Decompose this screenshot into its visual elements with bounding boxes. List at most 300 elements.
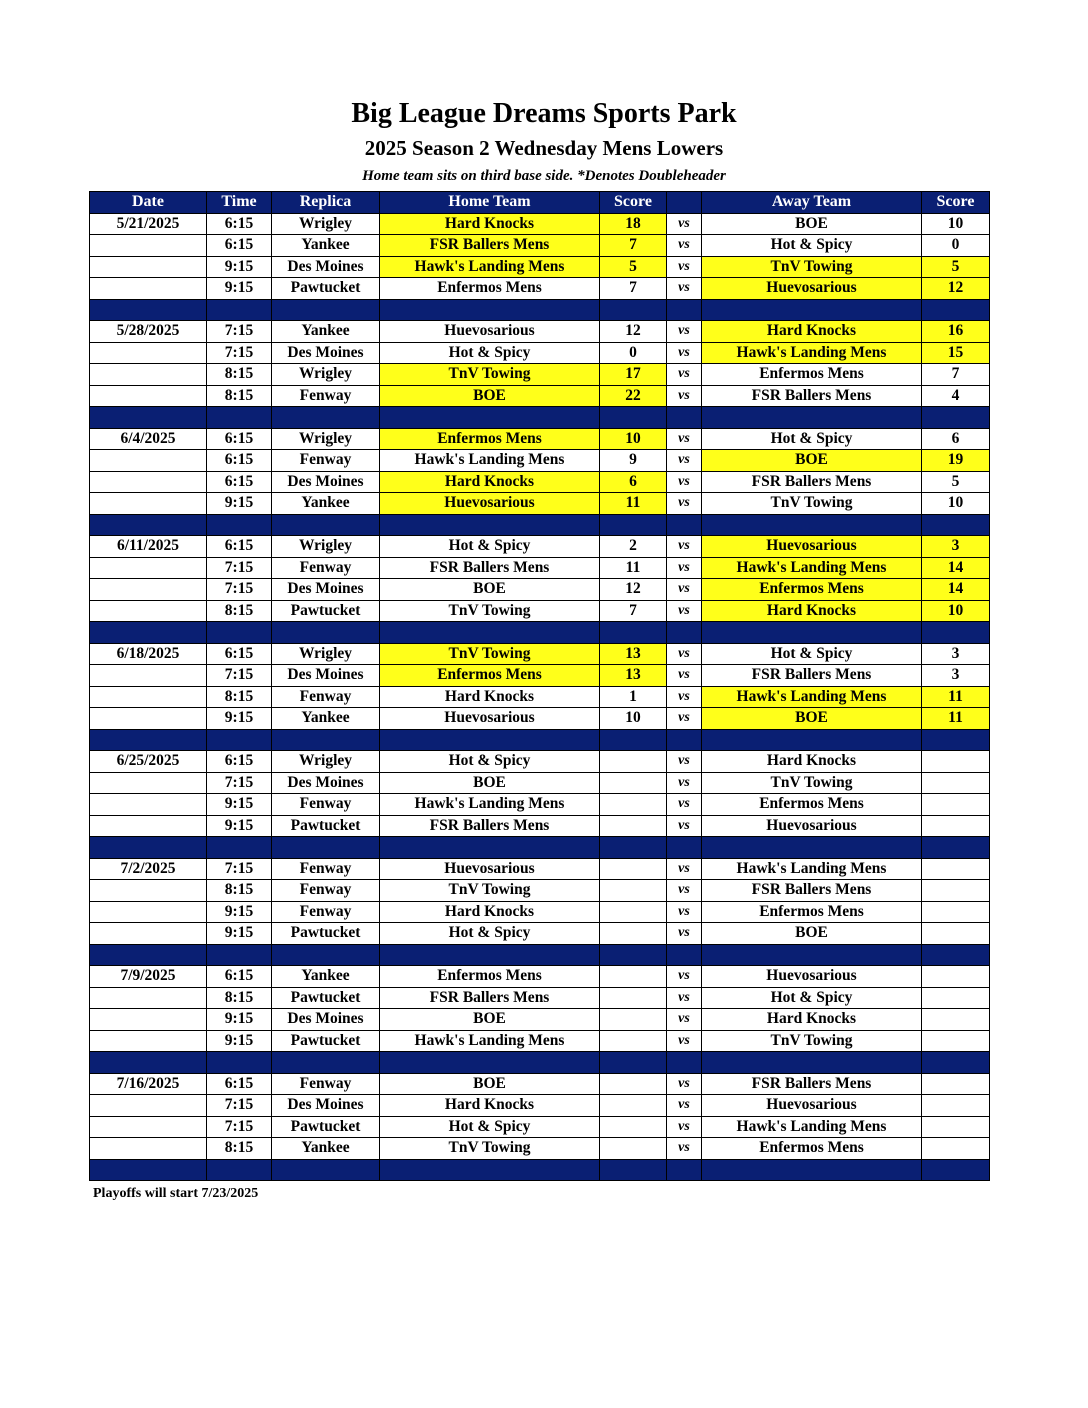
home-team-cell: TnV Towing [380, 1138, 600, 1160]
table-row [90, 1073, 990, 1095]
time-cell: 8:15 [207, 880, 272, 902]
replica-field-cell: Wrigley [272, 536, 380, 558]
home-score-cell: 12 [600, 579, 667, 601]
page-title: Big League Dreams Sports Park [351, 98, 737, 129]
separator-cell [90, 944, 207, 966]
vs-cell: vs [667, 1116, 702, 1138]
time-cell: 6:15 [207, 751, 272, 773]
table-row [90, 794, 990, 816]
away-score-cell [922, 858, 990, 880]
home-team-cell: Enfermos Mens [380, 665, 600, 687]
table-row [90, 966, 990, 988]
time-cell: 9:15 [207, 815, 272, 837]
vs-cell: vs [667, 751, 702, 773]
away-score-cell [922, 1030, 990, 1052]
away-team-cell: Hawk's Landing Mens [702, 1116, 922, 1138]
replica-field-cell: Fenway [272, 1073, 380, 1095]
replica-field-cell: Pawtucket [272, 815, 380, 837]
date-cell [90, 880, 207, 902]
replica-field-cell: Des Moines [272, 579, 380, 601]
away-score-cell: 5 [922, 471, 990, 493]
date-cell [90, 364, 207, 386]
footer-note: Playoffs will start 7/23/2025 [93, 1186, 259, 1201]
home-score-cell [600, 987, 667, 1009]
time-cell: 7:15 [207, 1095, 272, 1117]
time-cell: 9:15 [207, 923, 272, 945]
date-cell [90, 385, 207, 407]
away-score-cell: 10 [922, 493, 990, 515]
vs-cell: vs [667, 772, 702, 794]
replica-field-cell: Fenway [272, 450, 380, 472]
away-score-cell: 0 [922, 235, 990, 257]
separator-cell [600, 729, 667, 751]
away-score-cell: 10 [922, 600, 990, 622]
away-team-cell: Enfermos Mens [702, 364, 922, 386]
away-team-cell: Enfermos Mens [702, 794, 922, 816]
away-team-cell: Hawk's Landing Mens [702, 686, 922, 708]
home-team-cell: FSR Ballers Mens [380, 235, 600, 257]
date-cell [90, 987, 207, 1009]
time-cell: 6:15 [207, 450, 272, 472]
vs-cell: vs [667, 385, 702, 407]
separator-cell [702, 514, 922, 536]
col-header-time: Time [207, 192, 272, 214]
away-team-cell: Hot & Spicy [702, 428, 922, 450]
away-score-cell [922, 880, 990, 902]
vs-cell: vs [667, 342, 702, 364]
away-score-cell: 5 [922, 256, 990, 278]
home-score-cell [600, 1073, 667, 1095]
home-score-cell [600, 1095, 667, 1117]
separator-cell [272, 622, 380, 644]
away-score-cell: 12 [922, 278, 990, 300]
vs-cell: vs [667, 600, 702, 622]
time-cell: 9:15 [207, 1009, 272, 1031]
date-cell [90, 815, 207, 837]
home-team-cell: TnV Towing [380, 643, 600, 665]
date-cell: 7/16/2025 [90, 1073, 207, 1095]
home-score-cell [600, 858, 667, 880]
replica-field-cell: Yankee [272, 321, 380, 343]
home-score-cell: 22 [600, 385, 667, 407]
separator-cell [600, 1052, 667, 1074]
home-score-cell [600, 1138, 667, 1160]
vs-cell: vs [667, 1138, 702, 1160]
home-team-cell: Huevosarious [380, 321, 600, 343]
home-score-cell: 9 [600, 450, 667, 472]
home-team-cell: Hard Knocks [380, 686, 600, 708]
home-team-cell: Enfermos Mens [380, 966, 600, 988]
away-score-cell [922, 1073, 990, 1095]
separator-cell [667, 622, 702, 644]
replica-field-cell: Wrigley [272, 643, 380, 665]
away-team-cell: TnV Towing [702, 493, 922, 515]
table-row [90, 901, 990, 923]
schedule-note: Home team sits on third base side. *Denotes Doubleheader [362, 168, 726, 184]
date-cell: 6/4/2025 [90, 428, 207, 450]
date-cell [90, 493, 207, 515]
date-cell [90, 1009, 207, 1031]
home-score-cell [600, 901, 667, 923]
away-team-cell: FSR Ballers Mens [702, 1073, 922, 1095]
away-team-cell: TnV Towing [702, 256, 922, 278]
home-team-cell: FSR Ballers Mens [380, 815, 600, 837]
away-score-cell: 14 [922, 579, 990, 601]
away-score-cell [922, 1138, 990, 1160]
vs-cell: vs [667, 1030, 702, 1052]
home-score-cell [600, 880, 667, 902]
col-header-home-score: Score [600, 192, 667, 214]
table-row [90, 1095, 990, 1117]
separator-cell [272, 837, 380, 859]
away-team-cell: Hard Knocks [702, 751, 922, 773]
table-row [90, 858, 990, 880]
time-cell: 6:15 [207, 235, 272, 257]
time-cell: 9:15 [207, 794, 272, 816]
separator-cell [922, 1052, 990, 1074]
separator-cell [90, 514, 207, 536]
away-score-cell: 4 [922, 385, 990, 407]
home-score-cell: 6 [600, 471, 667, 493]
away-team-cell: TnV Towing [702, 772, 922, 794]
home-score-cell: 10 [600, 708, 667, 730]
vs-cell: vs [667, 815, 702, 837]
away-team-cell: BOE [702, 923, 922, 945]
vs-cell: vs [667, 858, 702, 880]
separator-cell [667, 299, 702, 321]
table-row [90, 364, 990, 386]
home-team-cell: FSR Ballers Mens [380, 557, 600, 579]
time-cell: 7:15 [207, 321, 272, 343]
away-score-cell [922, 1095, 990, 1117]
vs-cell: vs [667, 536, 702, 558]
time-cell: 6:15 [207, 213, 272, 235]
week-separator-row [90, 407, 990, 429]
home-score-cell: 5 [600, 256, 667, 278]
vs-cell: vs [667, 1009, 702, 1031]
home-team-cell: TnV Towing [380, 600, 600, 622]
away-score-cell: 6 [922, 428, 990, 450]
home-score-cell: 0 [600, 342, 667, 364]
away-team-cell: Hard Knocks [702, 321, 922, 343]
vs-cell: vs [667, 966, 702, 988]
table-row [90, 923, 990, 945]
replica-field-cell: Pawtucket [272, 923, 380, 945]
date-cell [90, 471, 207, 493]
time-cell: 8:15 [207, 987, 272, 1009]
away-team-cell: Hawk's Landing Mens [702, 557, 922, 579]
away-team-cell: Huevosarious [702, 966, 922, 988]
home-score-cell: 11 [600, 557, 667, 579]
separator-cell [207, 1052, 272, 1074]
home-score-cell [600, 815, 667, 837]
replica-field-cell: Wrigley [272, 213, 380, 235]
separator-cell [922, 514, 990, 536]
table-row [90, 1009, 990, 1031]
separator-cell [702, 729, 922, 751]
schedule-table [89, 191, 990, 1181]
separator-cell [90, 622, 207, 644]
col-header-replica: Replica [272, 192, 380, 214]
vs-cell: vs [667, 493, 702, 515]
table-row [90, 1138, 990, 1160]
separator-cell [207, 837, 272, 859]
separator-cell [600, 837, 667, 859]
home-score-cell: 13 [600, 643, 667, 665]
away-team-cell: Hot & Spicy [702, 643, 922, 665]
vs-cell: vs [667, 1095, 702, 1117]
date-cell [90, 342, 207, 364]
home-score-cell: 7 [600, 235, 667, 257]
separator-cell [600, 299, 667, 321]
away-team-cell: TnV Towing [702, 1030, 922, 1052]
separator-cell [207, 299, 272, 321]
separator-cell [667, 1159, 702, 1181]
vs-cell: vs [667, 364, 702, 386]
separator-cell [380, 514, 600, 536]
separator-cell [380, 944, 600, 966]
replica-field-cell: Fenway [272, 901, 380, 923]
date-cell [90, 256, 207, 278]
vs-cell: vs [667, 1073, 702, 1095]
week-separator-row [90, 299, 990, 321]
table-row [90, 321, 990, 343]
away-score-cell [922, 901, 990, 923]
replica-field-cell: Pawtucket [272, 600, 380, 622]
time-cell: 6:15 [207, 643, 272, 665]
date-cell [90, 901, 207, 923]
away-score-cell [922, 772, 990, 794]
time-cell: 8:15 [207, 686, 272, 708]
replica-field-cell: Fenway [272, 794, 380, 816]
away-score-cell: 3 [922, 643, 990, 665]
away-score-cell [922, 987, 990, 1009]
home-team-cell: BOE [380, 772, 600, 794]
away-team-cell: Hard Knocks [702, 600, 922, 622]
date-cell [90, 923, 207, 945]
vs-cell: vs [667, 321, 702, 343]
time-cell: 7:15 [207, 858, 272, 880]
home-team-cell: Hot & Spicy [380, 751, 600, 773]
separator-cell [702, 299, 922, 321]
time-cell: 6:15 [207, 536, 272, 558]
away-score-cell [922, 1116, 990, 1138]
separator-cell [702, 622, 922, 644]
home-score-cell: 1 [600, 686, 667, 708]
date-cell [90, 772, 207, 794]
date-cell: 7/2/2025 [90, 858, 207, 880]
away-score-cell: 14 [922, 557, 990, 579]
home-team-cell: Hawk's Landing Mens [380, 450, 600, 472]
vs-cell: vs [667, 450, 702, 472]
table-row [90, 600, 990, 622]
away-team-cell: BOE [702, 450, 922, 472]
replica-field-cell: Fenway [272, 858, 380, 880]
date-cell: 6/11/2025 [90, 536, 207, 558]
away-team-cell: BOE [702, 213, 922, 235]
table-row [90, 493, 990, 515]
separator-cell [272, 299, 380, 321]
home-score-cell [600, 923, 667, 945]
home-team-cell: TnV Towing [380, 364, 600, 386]
home-score-cell [600, 772, 667, 794]
away-score-cell: 3 [922, 536, 990, 558]
home-score-cell: 7 [600, 600, 667, 622]
replica-field-cell: Des Moines [272, 1095, 380, 1117]
separator-cell [667, 729, 702, 751]
table-row [90, 557, 990, 579]
home-team-cell: Hard Knocks [380, 471, 600, 493]
table-row [90, 987, 990, 1009]
date-cell [90, 794, 207, 816]
home-team-cell: Hot & Spicy [380, 923, 600, 945]
replica-field-cell: Wrigley [272, 364, 380, 386]
time-cell: 9:15 [207, 493, 272, 515]
time-cell: 7:15 [207, 1116, 272, 1138]
table-row [90, 643, 990, 665]
away-team-cell: Huevosarious [702, 278, 922, 300]
separator-cell [272, 1052, 380, 1074]
away-score-cell [922, 751, 990, 773]
separator-cell [702, 837, 922, 859]
date-cell: 5/28/2025 [90, 321, 207, 343]
table-row [90, 235, 990, 257]
separator-cell [380, 837, 600, 859]
separator-cell [380, 407, 600, 429]
date-cell [90, 1138, 207, 1160]
separator-cell [207, 622, 272, 644]
home-team-cell: Hard Knocks [380, 901, 600, 923]
time-cell: 8:15 [207, 364, 272, 386]
separator-cell [90, 1159, 207, 1181]
time-cell: 8:15 [207, 600, 272, 622]
home-team-cell: Hot & Spicy [380, 342, 600, 364]
separator-cell [90, 407, 207, 429]
home-team-cell: Hot & Spicy [380, 1116, 600, 1138]
separator-cell [380, 729, 600, 751]
vs-cell: vs [667, 235, 702, 257]
table-row [90, 708, 990, 730]
table-row [90, 536, 990, 558]
home-team-cell: Huevosarious [380, 858, 600, 880]
home-score-cell: 17 [600, 364, 667, 386]
week-separator-row [90, 944, 990, 966]
vs-cell: vs [667, 686, 702, 708]
separator-cell [207, 729, 272, 751]
col-header-vs [667, 192, 702, 214]
replica-field-cell: Des Moines [272, 342, 380, 364]
date-cell [90, 1030, 207, 1052]
date-cell: 6/25/2025 [90, 751, 207, 773]
separator-cell [922, 407, 990, 429]
home-team-cell: Hard Knocks [380, 213, 600, 235]
home-score-cell: 7 [600, 278, 667, 300]
vs-cell: vs [667, 213, 702, 235]
vs-cell: vs [667, 901, 702, 923]
col-header-date: Date [90, 192, 207, 214]
home-score-cell [600, 966, 667, 988]
home-score-cell: 12 [600, 321, 667, 343]
date-cell [90, 1095, 207, 1117]
replica-field-cell: Pawtucket [272, 1116, 380, 1138]
table-row [90, 665, 990, 687]
home-score-cell [600, 794, 667, 816]
table-row [90, 278, 990, 300]
date-cell [90, 450, 207, 472]
week-separator-row [90, 729, 990, 751]
separator-cell [272, 514, 380, 536]
table-row [90, 1030, 990, 1052]
vs-cell: vs [667, 278, 702, 300]
replica-field-cell: Yankee [272, 708, 380, 730]
table-row [90, 385, 990, 407]
time-cell: 7:15 [207, 342, 272, 364]
replica-field-cell: Des Moines [272, 772, 380, 794]
home-score-cell: 10 [600, 428, 667, 450]
separator-cell [600, 407, 667, 429]
away-team-cell: Hawk's Landing Mens [702, 858, 922, 880]
home-team-cell: BOE [380, 1009, 600, 1031]
away-team-cell: Hot & Spicy [702, 235, 922, 257]
home-team-cell: Enfermos Mens [380, 428, 600, 450]
vs-cell: vs [667, 471, 702, 493]
separator-cell [922, 729, 990, 751]
vs-cell: vs [667, 708, 702, 730]
home-team-cell: BOE [380, 579, 600, 601]
away-score-cell [922, 966, 990, 988]
separator-cell [922, 299, 990, 321]
replica-field-cell: Fenway [272, 557, 380, 579]
vs-cell: vs [667, 665, 702, 687]
away-team-cell: FSR Ballers Mens [702, 385, 922, 407]
replica-field-cell: Des Moines [272, 471, 380, 493]
replica-field-cell: Des Moines [272, 1009, 380, 1031]
home-team-cell: Huevosarious [380, 493, 600, 515]
replica-field-cell: Yankee [272, 966, 380, 988]
date-cell [90, 235, 207, 257]
table-row [90, 815, 990, 837]
date-cell [90, 278, 207, 300]
home-team-cell: BOE [380, 1073, 600, 1095]
home-score-cell [600, 1116, 667, 1138]
table-row [90, 471, 990, 493]
table-row [90, 213, 990, 235]
time-cell: 9:15 [207, 278, 272, 300]
separator-cell [380, 299, 600, 321]
time-cell: 6:15 [207, 471, 272, 493]
time-cell: 8:15 [207, 385, 272, 407]
page-subtitle: 2025 Season 2 Wednesday Mens Lowers [364, 136, 724, 160]
away-team-cell: Enfermos Mens [702, 1138, 922, 1160]
away-score-cell: 7 [922, 364, 990, 386]
replica-field-cell: Pawtucket [272, 1030, 380, 1052]
away-score-cell [922, 794, 990, 816]
home-team-cell: Enfermos Mens [380, 278, 600, 300]
date-cell [90, 1116, 207, 1138]
replica-field-cell: Des Moines [272, 256, 380, 278]
date-cell: 6/18/2025 [90, 643, 207, 665]
separator-cell [922, 622, 990, 644]
col-header-away-team: Away Team [702, 192, 922, 214]
separator-cell [272, 944, 380, 966]
home-team-cell: FSR Ballers Mens [380, 987, 600, 1009]
away-score-cell [922, 1009, 990, 1031]
date-cell: 5/21/2025 [90, 213, 207, 235]
separator-cell [207, 514, 272, 536]
table-row [90, 342, 990, 364]
separator-cell [380, 1159, 600, 1181]
separator-cell [272, 1159, 380, 1181]
